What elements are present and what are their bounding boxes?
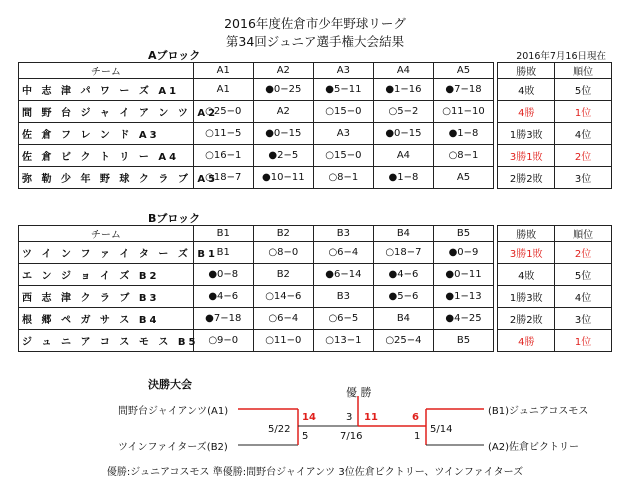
match-result: ○16−1 — [193, 145, 253, 167]
finals-right-bottom-team: (A2)佐倉ビクトリー — [488, 442, 580, 453]
win-loss-record: 1勝3敗 — [498, 123, 555, 145]
finals-champion-label: 優 勝 — [346, 386, 372, 399]
team-name: ジ ュ ニ ア コ ス モ ス B5 — [19, 330, 194, 352]
win-loss-record: 4勝 — [498, 330, 555, 352]
match-result: ●0−9 — [433, 242, 493, 264]
win-loss-record: 4敗 — [498, 79, 555, 101]
team-name: 佐 倉 ビ ク ト リ ー A4 — [19, 145, 194, 167]
match-result: ○11−0 — [253, 330, 313, 352]
team-name: 西 志 津 ク ラ ブ B3 — [19, 286, 194, 308]
column-header: A5 — [433, 63, 493, 79]
win-loss-record: 2勝2敗 — [498, 308, 555, 330]
ranking: 1位 — [555, 330, 612, 352]
column-header: B5 — [433, 226, 493, 242]
match-result: ●0−15 — [253, 123, 313, 145]
match-result: ●0−8 — [193, 264, 253, 286]
match-result: ○5−2 — [373, 101, 433, 123]
match-result: ●0−11 — [433, 264, 493, 286]
match-result: ●5−6 — [373, 286, 433, 308]
right-semi-top-score: 6 — [412, 412, 419, 423]
team-name: 根 郷 ペ ガ サ ス B4 — [19, 308, 194, 330]
left-semi-date: 5/22 — [268, 424, 291, 435]
win-loss-record: 3勝1敗 — [498, 242, 555, 264]
match-result: ○14−6 — [253, 286, 313, 308]
column-header: A3 — [313, 63, 373, 79]
match-result: A4 — [373, 145, 433, 167]
finals-left-top-team: 間野台ジャイアンツ(A1) — [118, 406, 229, 417]
finals-right-top-team: (B1)ジュニアコスモス — [488, 406, 589, 417]
match-result: B2 — [253, 264, 313, 286]
team-name: 弥 勒 少 年 野 球 ク ラ ブ A5 — [19, 167, 194, 189]
team-name: 佐 倉 フ レ ン ド A3 — [19, 123, 194, 145]
ranking: 3位 — [555, 167, 612, 189]
column-header: 順位 — [555, 226, 612, 242]
left-semi-top-score: 14 — [302, 412, 316, 423]
match-result: ●4−25 — [433, 308, 493, 330]
match-result: ●10−11 — [253, 167, 313, 189]
match-result: ○25−0 — [193, 101, 253, 123]
match-result: B1 — [193, 242, 253, 264]
column-header: B3 — [313, 226, 373, 242]
match-result: A1 — [193, 79, 253, 101]
match-result: A5 — [433, 167, 493, 189]
win-loss-record: 3勝1敗 — [498, 145, 555, 167]
match-result: ●1−8 — [433, 123, 493, 145]
column-header: チーム — [19, 226, 194, 242]
match-result: ●1−16 — [373, 79, 433, 101]
left-semi-bottom-score: 5 — [302, 431, 309, 442]
block-a-label: Aブロック — [148, 49, 201, 62]
finals-label: 決勝大会 — [148, 378, 192, 391]
final-date: 7/16 — [340, 431, 363, 442]
column-header: B2 — [253, 226, 313, 242]
match-result: ●0−25 — [253, 79, 313, 101]
ranking: 4位 — [555, 286, 612, 308]
match-result: ○11−10 — [433, 101, 493, 123]
match-result: ●7−18 — [193, 308, 253, 330]
column-header: A1 — [193, 63, 253, 79]
team-name: エ ン ジ ョ イ ズ B2 — [19, 264, 194, 286]
column-header: 勝敗 — [498, 63, 555, 79]
ranking: 4位 — [555, 123, 612, 145]
ranking: 2位 — [555, 242, 612, 264]
match-result: A3 — [313, 123, 373, 145]
final-right-score: 11 — [364, 412, 378, 423]
match-result: ○8−1 — [433, 145, 493, 167]
ranking: 2位 — [555, 145, 612, 167]
match-result: ○15−0 — [313, 145, 373, 167]
match-result: ●2−5 — [253, 145, 313, 167]
match-result: ○13−1 — [313, 330, 373, 352]
column-header: A2 — [253, 63, 313, 79]
block-b-label: Bブロック — [148, 212, 201, 225]
match-result: B4 — [373, 308, 433, 330]
final-left-score: 3 — [346, 412, 353, 423]
match-result: B3 — [313, 286, 373, 308]
match-result: ○15−0 — [313, 101, 373, 123]
column-header: A4 — [373, 63, 433, 79]
finals-left-bottom-team: ツインファイターズ(B2) — [118, 442, 228, 453]
right-semi-bottom-score: 1 — [414, 431, 421, 442]
column-header: 順位 — [555, 63, 612, 79]
match-result: ○18−7 — [373, 242, 433, 264]
match-result: ●1−8 — [373, 167, 433, 189]
match-result: ●5−11 — [313, 79, 373, 101]
match-result: ○6−4 — [253, 308, 313, 330]
win-loss-record: 2勝2敗 — [498, 167, 555, 189]
column-header: チーム — [19, 63, 194, 79]
match-result: ●1−13 — [433, 286, 493, 308]
match-result: ○6−4 — [313, 242, 373, 264]
win-loss-record: 4敗 — [498, 264, 555, 286]
match-result: B5 — [433, 330, 493, 352]
win-loss-record: 1勝3敗 — [498, 286, 555, 308]
match-result: ●4−6 — [373, 264, 433, 286]
match-result: ○8−1 — [313, 167, 373, 189]
match-result: ○6−5 — [313, 308, 373, 330]
page-subtitle: 第34回ジュニア選手権大会結果 — [225, 34, 405, 49]
match-result: ○18−7 — [193, 167, 253, 189]
ranking: 5位 — [555, 264, 612, 286]
final-standings-summary: 優勝:ジュニアコスモス 準優勝:間野台ジャイアンツ 3位佐倉ビクトリー、ツインファイターズ — [106, 467, 524, 478]
win-loss-record: 4勝 — [498, 101, 555, 123]
match-result: ●0−15 — [373, 123, 433, 145]
column-header: B4 — [373, 226, 433, 242]
match-result: ○11−5 — [193, 123, 253, 145]
team-name: ツ イ ン フ ァ イ タ ー ズ B1 — [19, 242, 194, 264]
match-result: ●4−6 — [193, 286, 253, 308]
team-name: 間 野 台 ジ ャ イ ア ン ツ A2 — [19, 101, 194, 123]
as-of-date: 2016年7月16日現在 — [516, 51, 606, 62]
team-name: 中 志 津 パ ワ ー ズ A1 — [19, 79, 194, 101]
right-semi-date: 5/14 — [430, 424, 453, 435]
match-result: ●6−14 — [313, 264, 373, 286]
column-header: 勝敗 — [498, 226, 555, 242]
ranking: 5位 — [555, 79, 612, 101]
ranking: 1位 — [555, 101, 612, 123]
match-result: ○8−0 — [253, 242, 313, 264]
ranking: 3位 — [555, 308, 612, 330]
match-result: ●7−18 — [433, 79, 493, 101]
match-result: ○25−4 — [373, 330, 433, 352]
match-result: A2 — [253, 101, 313, 123]
page-title: 2016年度佐倉市少年野球リーグ — [224, 16, 406, 31]
column-header: B1 — [193, 226, 253, 242]
match-result: ○9−0 — [193, 330, 253, 352]
